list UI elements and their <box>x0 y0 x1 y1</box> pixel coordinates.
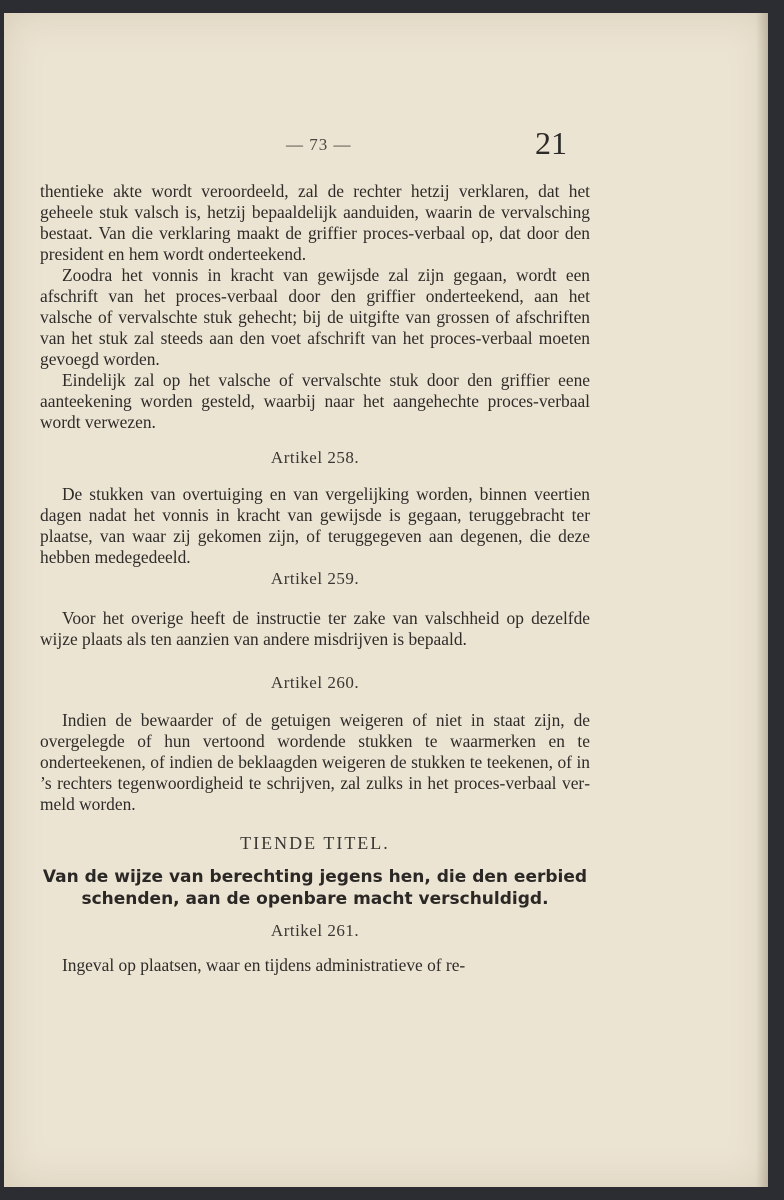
book-page <box>4 13 768 1187</box>
paragraph: Eindelijk zal op het valsche of vervalschte stuk door den griffier eene aanteekening worden gesteld, waarbij naar het aangehechte proces-verbaal wordt verwezen. <box>40 370 590 432</box>
page-edge-shadow <box>756 13 768 1187</box>
page-number-small: — 73 — <box>286 135 352 154</box>
article-heading-260: Artikel 260. <box>270 673 360 692</box>
paragraph: Voor het overige heeft de instructie ter zake van valschheid op dezelfde wijze plaats als ten aanzien van andere misdrijven is bepaald. <box>40 608 590 649</box>
article-heading-258: Artikel 258. <box>270 448 360 467</box>
page-number-large: 21 <box>535 125 567 161</box>
subtitle-line: schenden, aan de openbare macht verschuldigd. <box>81 889 549 909</box>
paragraph: Indien de bewaarder of de getuigen weigeren of niet in staat zijn, de overgelegde of hun vertoond wordende stukken te waarmerken en te onderteekenen, of indien de beklaagden weigeren de stukken te teekenen, of in ’s rechters tegenwoordigheid te schrijven, zal zulks in het proces-verbaal vermeld worden. <box>40 710 590 814</box>
paragraph: Ingeval op plaatsen, waar en tijdens administratieve of re- <box>62 955 466 975</box>
section-subtitle <box>40 866 590 910</box>
paragraph: De stukken van overtuiging en van vergelijking worden, binnen veertien dagen nadat het vonnis in kracht van gewijsde is gegaan, teruggebracht ter plaatse, van waar zij gekomen zijn, of teruggegeven aan degenen, die deze hebben medegedeeld. <box>40 484 590 567</box>
section-title: TIENDE TITEL. <box>240 833 390 853</box>
article-heading-261: Artikel 261. <box>270 921 360 940</box>
subtitle-line: Van de wijze van berechting jegens hen, die den eerbied <box>42 867 588 887</box>
paragraph-continued: thentieke akte wordt veroordeeld, zal de rechter hetzij verklaren, dat het geheele stuk valsch is, hetzij bepaaldelijk aanduiden, waarin de vervalsching bestaat. Van die verklaring maakt de griffier proces-verbaal op, dat door den president en hem wordt onderteekend. <box>40 181 590 264</box>
article-heading-259: Artikel 259. <box>270 569 360 588</box>
paragraph: Zoodra het vonnis in kracht van gewijsde zal zijn gegaan, wordt een afschrift van het proces-verbaal door den griffier onderteekend, aan het valsche of vervalschte stuk gehecht; bij de uitgifte van grossen of afschriften van het stuk zal steeds aan den voet afschrift van het proces-verbaal moeten gevoegd worden. <box>40 265 590 369</box>
page-body <box>40 181 590 976</box>
page-header <box>4 125 768 165</box>
